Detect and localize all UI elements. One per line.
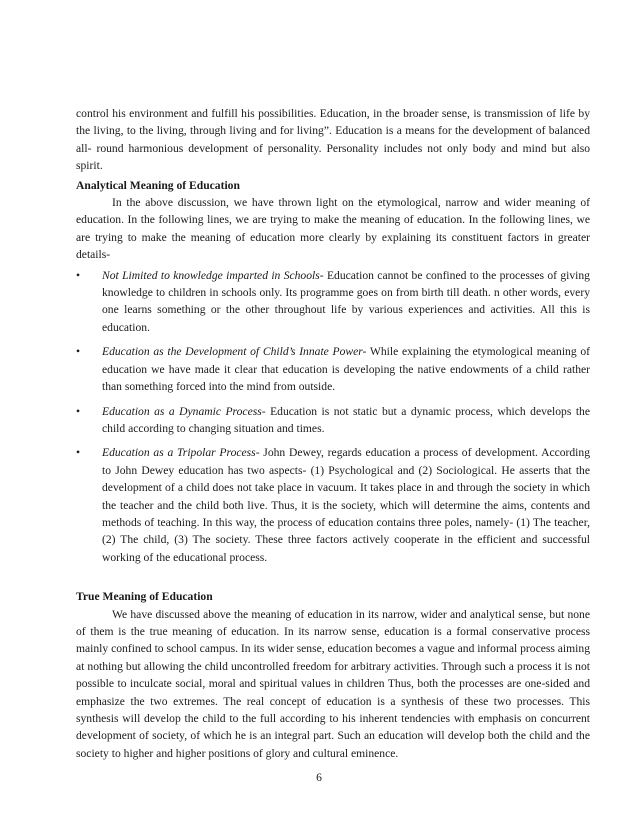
analytical-paragraph: In the above discussion, we have thrown light on the etymological, narrow and wider meaning of education. In the following lines, we are trying to make the meaning of education. In the following lines, we are trying to make the meaning of education more clearly by explaining its constituent factors in greater details- [76,196,590,262]
bullet-symbol: • [76,268,81,282]
page-number: 6 [316,771,322,784]
bullet-symbol: • [76,345,81,359]
bullet-title: Education as a Dynamic Process- [102,404,266,418]
document-page [76,105,590,762]
bullet-title: Education as the Development of Child’s Innate Power- [102,345,367,359]
true-meaning-paragraph: We have discussed above the meaning of education in its narrow, wider and analytical sense, but none of them is the true meaning of education. In its narrow sense, education is a formal conservative process mainly confined to school campus. In its wider sense, education becomes a vague and informal process aiming at nothing but allowing the child uncontrolled freedom for arbitrary activities. Through such a process it is not possible to inculcate social, moral and spiritual values in children Thus, both the processes are one-sided and emphasize the two extremes. The real concept of education is a synthesis of these two processes. This synthesis will develop the child to the full according to his inherent tendencies with emphasis on concurrent development of society, of which he is an integral part. Such an education will develop both the child and the society to higher and higher positions of glory and cultural eminence. [76,607,590,760]
intro-paragraph: control his environment and fulfill his possibilities. Education, in the broader sense, is transmission of life by the living, to the living, through living and for living”. Education is a means for the development of balanced all- round harmonious development of personality. Personality includes not only body and mind but also spirit. [76,107,590,173]
bullet-item-tripolar-process [76,444,590,566]
bullet-text: John Dewey, regards education a process of development. According to John Dewey education has two aspects- (1) Psychological and (2) Sociological. He asserts that the development of a child does not take place in vacuum. It takes place in and through the society in which the teacher and the child both live. Thus, it is the society, which will determine the aims, contents and methods of teaching. In this way, the process of education contains three poles, namely- (1) The teacher, (2) The child, (3) The society. These three factors actively cooperate in the efficient and successful working of the educational process. [102,446,591,564]
bullet-symbol: • [76,446,81,460]
bullet-symbol: • [76,404,81,418]
section-heading-analytical: Analytical Meaning of Education [76,178,240,192]
bullet-item-innate-power [76,343,590,395]
section-heading-true: True Meaning of Education [76,590,213,604]
bullet-item-schools [76,267,590,337]
bullet-title: Education as a Tripolar Process- [102,446,260,460]
bullet-title: Not Limited to knowledge imparted in Schools- [102,268,324,282]
bullet-item-dynamic-process [76,403,590,438]
analytical-bullet-list [76,267,590,567]
bullet-text: Education is not static but a dynamic process, which develops the child according to changing situation and times. [102,404,590,435]
bullet-text: Education cannot be confined to the processes of giving knowledge to children in schools only. Its programme goes on from birth till death. n other words, every one learns something or the other throughout life by various experiences and activities. All this is education. [102,268,590,334]
bullet-text: While explaining the etymological meaning of education we have made it clear that education is developing the native endowments of a child rather than something forced into the mind from outside. [102,345,590,394]
